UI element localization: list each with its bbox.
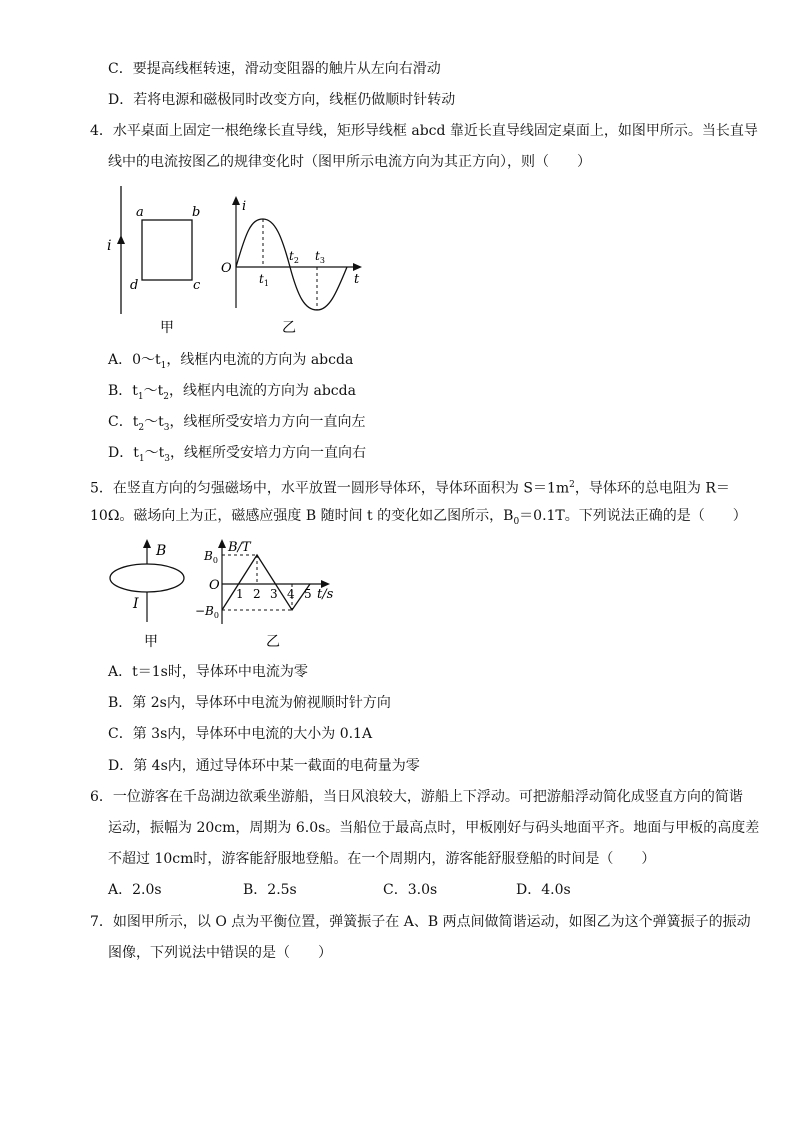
q5-stem-line2: 10Ω。磁场向上为正，磁感应强度 B 随时间 t 的变化如乙图所示，$B_0=0.1T$。下列说法正确的是（ ） (90, 508, 747, 527)
q6-stem-line3: 不超过 10cm时，游客能舒服地登船。在一个周期内，游客能舒服登船的时间是（ ） (108, 851, 656, 867)
neg-b0-label: $-B_0$ (195, 604, 219, 620)
i-axis-label: i (242, 199, 247, 214)
t-axis-arrow-icon (353, 263, 362, 271)
q5-option-c: C．第 3s内，导体环中电流的大小为 0.1A (108, 726, 373, 742)
q4-stem-line2: 线中的电流按图乙的规律变化时（图甲所示电流方向为其正方向），则（ ） (108, 154, 591, 170)
q6-option-a: A．2.0s (108, 882, 162, 898)
q6-option-b: B．2.5s (243, 882, 297, 898)
tick-4: 4 (287, 587, 295, 601)
q3-option-c: C．要提高线框转速，滑动变阻器的触片从左向右滑动 (108, 61, 441, 77)
tick-2: 2 (253, 587, 261, 601)
q5-figure-jia (110, 539, 184, 650)
wire-frame-abcd (142, 220, 192, 280)
current-curve (236, 219, 347, 310)
caption-jia: 甲 (160, 320, 174, 336)
t3-label: $t_3$ (315, 249, 325, 265)
caption-jia: 甲 (144, 634, 158, 650)
field-arrow-icon (143, 539, 151, 548)
q4-stem-line1: 4．水平桌面上固定一根绝缘长直导线，矩形导线框 abcd 靠近长直导线固定桌面上，如图甲所示。当长直导 (90, 123, 758, 139)
i-axis-arrow-icon (232, 196, 240, 205)
t1-label: $t_1$ (259, 272, 269, 288)
tick-1: 1 (236, 587, 244, 601)
b-field-label: B (156, 543, 167, 559)
q4-figure-jia (107, 186, 201, 336)
conductor-ring (110, 564, 184, 592)
q5-option-d: D．第 4s内，通过导体环中某一截面的电荷量为零 (108, 758, 420, 774)
t2-label: $t_2$ (289, 249, 299, 265)
q4-figure (100, 182, 370, 342)
caption-yi: 乙 (282, 320, 296, 336)
q4-option-b: B．$t_1\sim t_2$，线框内电流的方向为 abcda (108, 383, 356, 402)
corner-a: a (136, 205, 144, 220)
q5-option-a: A．t＝1s时，导体环中电流为零 (108, 664, 308, 680)
corner-b: b (192, 205, 201, 220)
corner-d: d (130, 278, 139, 293)
q5-figure-yi (195, 539, 334, 650)
t-axis-label: t/s (317, 587, 334, 602)
q4-figure-yi (221, 196, 362, 336)
tick-5: 5 (304, 587, 312, 601)
corner-c: c (193, 278, 201, 293)
q6-option-c: C．3.0s (383, 882, 438, 898)
q5-figure (100, 534, 360, 652)
ring-current-label: I (133, 596, 139, 612)
q3-option-d: D．若将电源和磁极同时改变方向，线框仍做顺时针转动 (108, 92, 456, 108)
q7-stem-line2: 图像，下列说法中错误的是（ ） (108, 945, 332, 961)
q5-stem-line1: 5．在竖直方向的匀强磁场中，水平放置一圆形导体环，导体环面积为 $S=1m^2$，导体环的总电阻为 R＝ (90, 480, 730, 497)
origin-label: O (209, 578, 220, 593)
b0-label: $B_0$ (204, 549, 218, 565)
q5-option-b: B．第 2s内，导体环中电流为俯视顺时针方向 (108, 695, 391, 711)
b-axis-arrow-icon (218, 539, 226, 548)
q4-option-a: A．$0\sim t_1$，线框内电流的方向为 abcda (108, 352, 354, 371)
b-axis-label: B/T (228, 540, 251, 555)
tick-3: 3 (270, 587, 278, 601)
q4-option-d: D．$t_1\sim t_3$，线框所受安培力方向一直向右 (108, 445, 366, 464)
t-axis-label: t (354, 272, 360, 287)
q4-option-c: C．$t_2\sim t_3$，线框所受安培力方向一直向左 (108, 414, 366, 433)
q6-stem-line2: 运动，振幅为 20cm，周期为 6.0s。当船位于最高点时，甲板刚好与码头地面平齐。地面与甲板的高度差 (108, 820, 760, 836)
b-curve (222, 555, 310, 610)
current-arrow-icon (117, 235, 125, 244)
q7-stem-line1: 7．如图甲所示，以 O 点为平衡位置，弹簧振子在 A、B 两点间做简谐运动，如图乙为这个弹簧振子的振动 (90, 914, 751, 930)
q6-stem-line1: 6．一位游客在千岛湖边欲乘坐游船，当日风浪较大，游船上下浮动。可把游船浮动简化成竖直方向的简谐 (90, 789, 743, 805)
wire-current-label: i (107, 238, 112, 254)
origin-label: O (221, 261, 232, 276)
caption-yi: 乙 (266, 634, 280, 650)
q6-option-d: D．4.0s (516, 882, 571, 898)
